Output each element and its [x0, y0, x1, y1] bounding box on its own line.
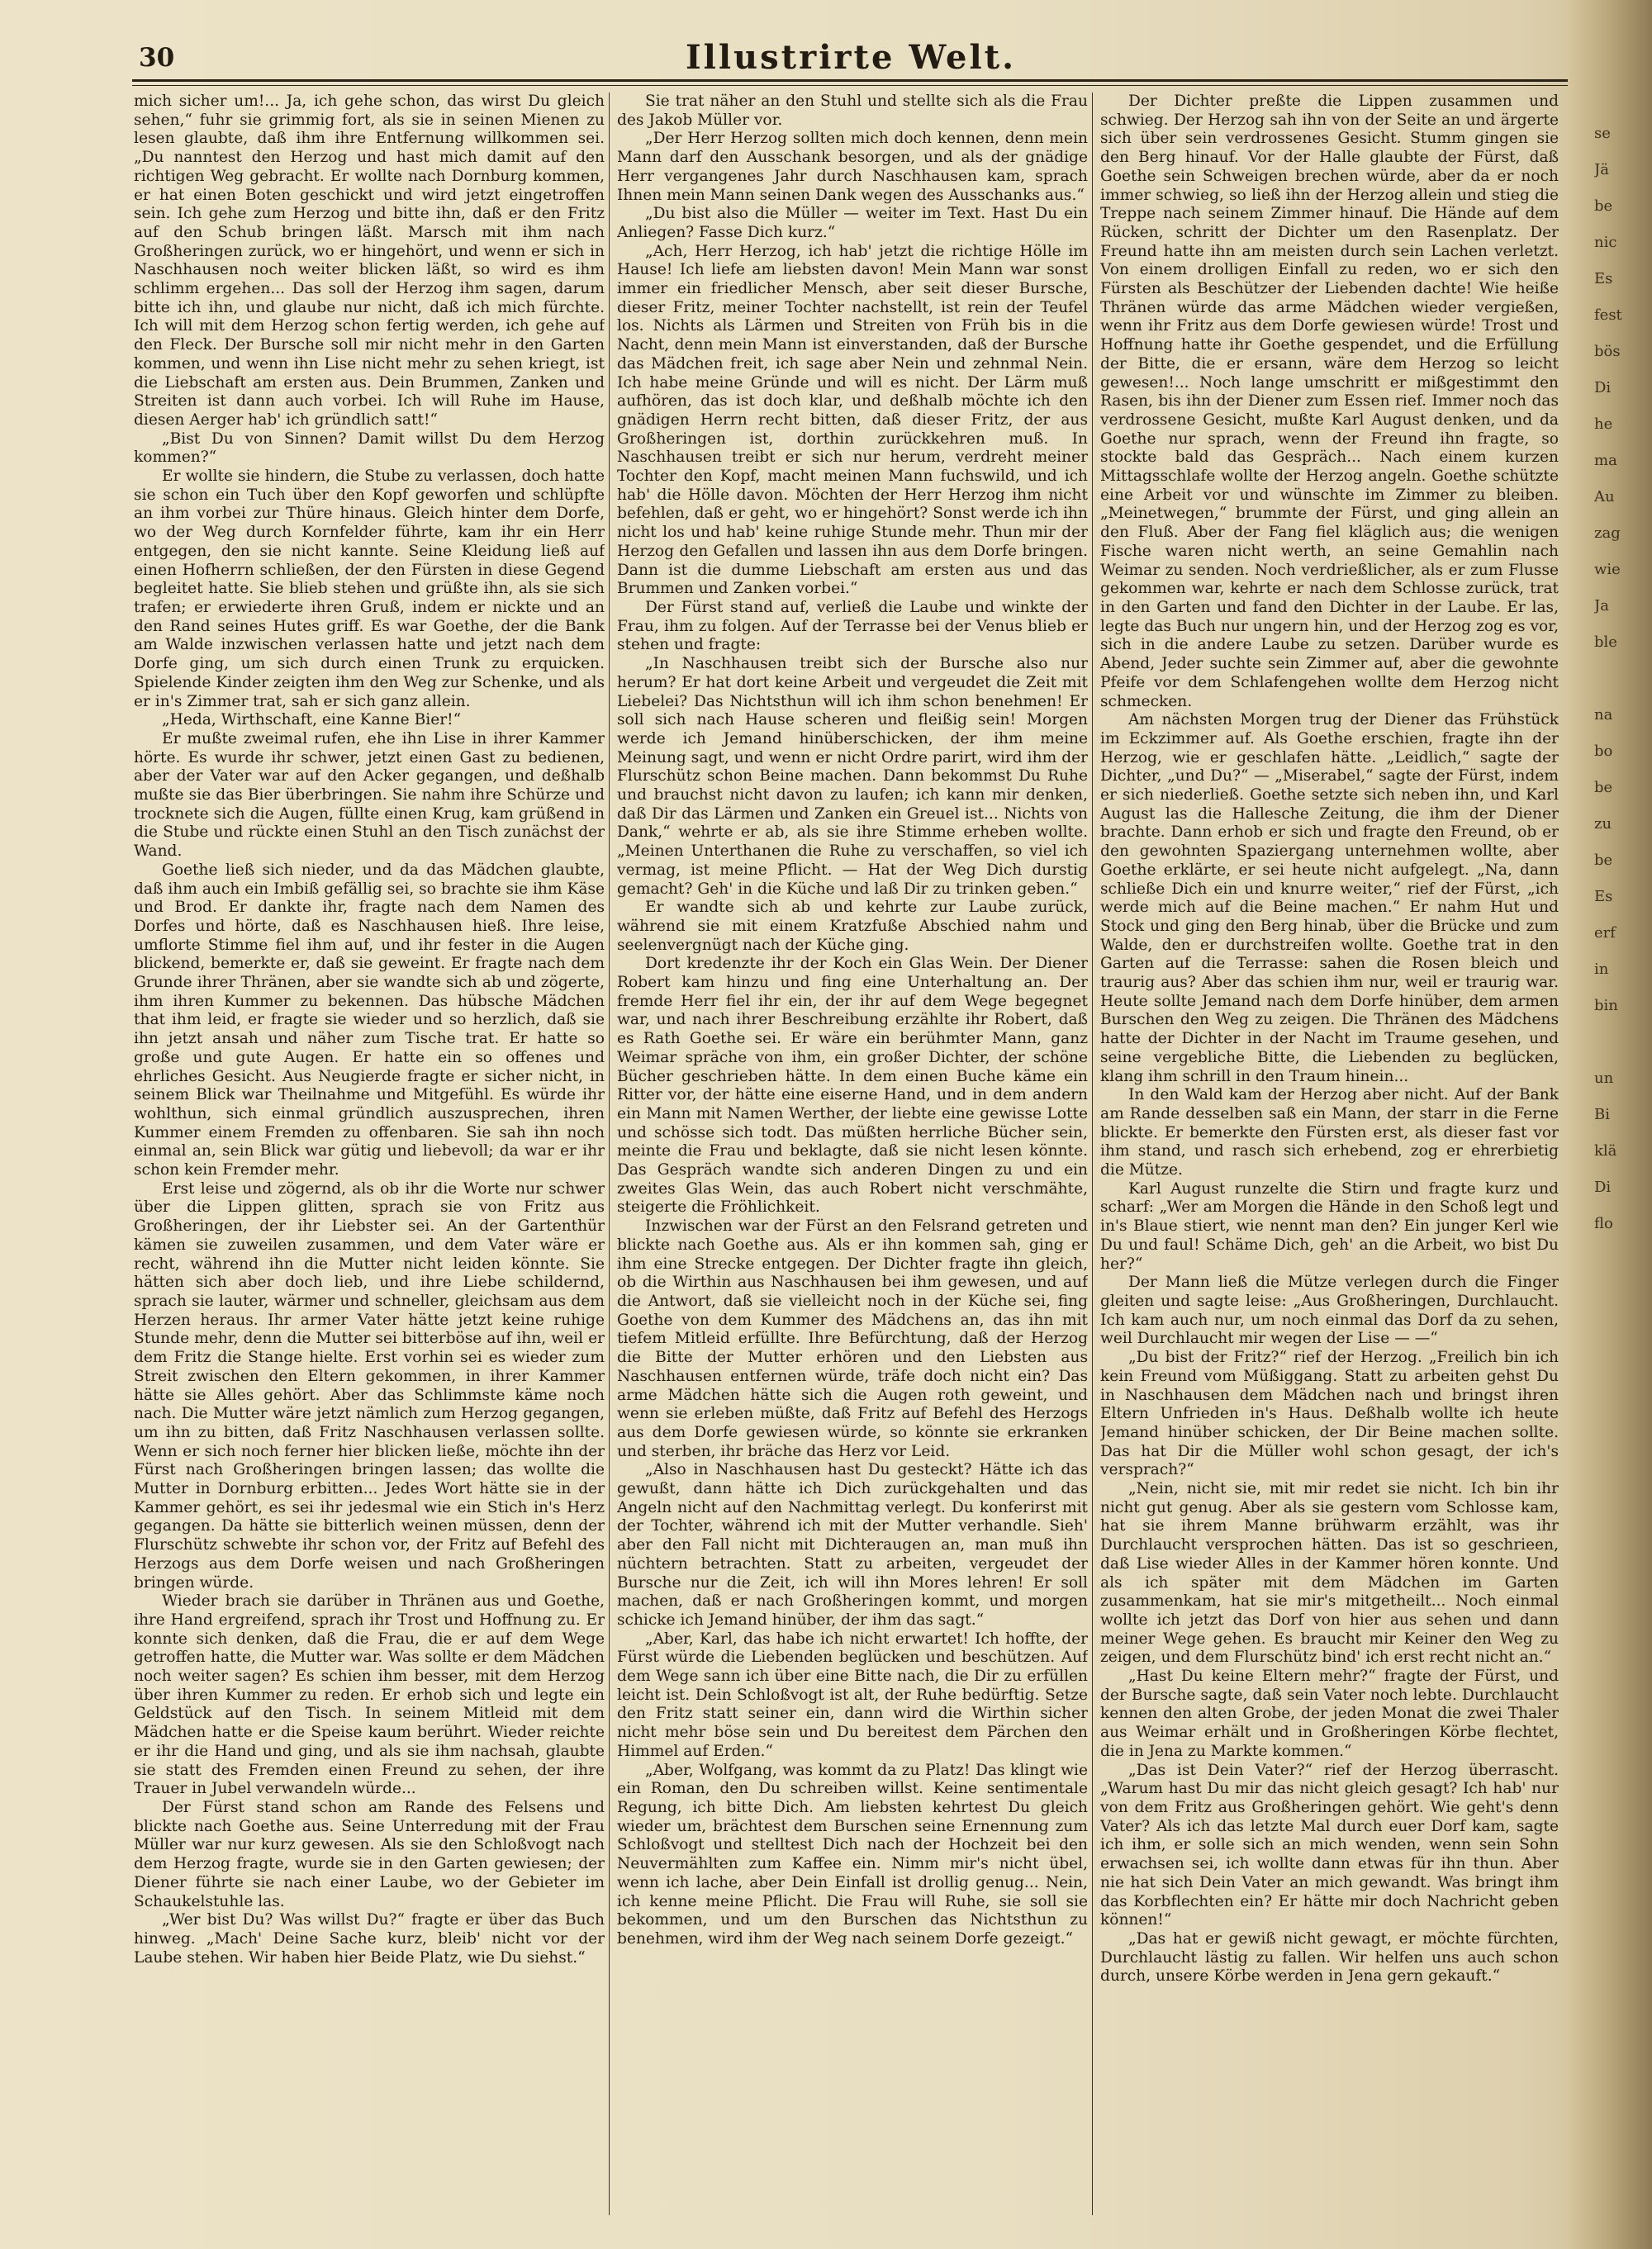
paragraph: In den Wald kam der Herzog aber nicht. Auf der Bank am Rande desselben saß ein Mann, der starr in die Ferne blickte. Er bemerkte den Fürsten erst, als dieser fast vor ihm stand, und rasch sich erhebend, zog er ehrerbietig die Mütze. [1100, 1086, 1559, 1179]
paragraph: Karl August runzelte die Stirn und fragte kurz und scharf: „Wer am Morgen die Hände in den Schoß legt und in's Blaue stiert, wie nennt man den? Ein junger Kerl wie Du und faul! Schäme Dich, geh' an die Arbeit, wo bist Du her?“ [1100, 1179, 1559, 1273]
paragraph: Der Dichter preßte die Lippen zusammen und schwieg. Der Herzog sah ihn von der Seite an und ärgerte sich über sein verdrossenes Gesicht. Stumm gingen sie den Berg hinauf. Vor der Halle glaubte der Fürst, daß Goethe sein Schweigen brechen würde, aber da er noch immer schwieg, so ließ ihn der Herzog allein und stieg die Treppe nach seinem Zimmer hinauf. Die Hände auf dem Rücken, schritt der Dichter um den Rasenplatz. Der Freund hatte ihn am meisten durch sein Lachen verletzt. Von einem drolligen Einfall zu reden, wo er sich den Fürsten als Beschützer der Liebenden dachte! Wie heiße Thränen würde das arme Mädchen wieder vergießen, wenn ihr Fritz aus dem Dorfe gewiesen würde! Trost und Hoffnung hatte ihr Goethe gespendet, und die Erfüllung der Bitte, die er ersann, wäre dem Herzog so leicht gewesen!... Noch lange umschritt er mißgestimmt den Rasen, bis ihn der Diener zum Essen rief. Immer noch das verdrossene Gesicht, mußte Karl August denken, und da Goethe nur sprach, wenn der Freund ihn fragte, so stockte bald das Gespräch... Nach einem kurzen Mittagsschlafe wollte der Herzog angeln. Goethe schützte eine Arbeit vor und wünschte im Zimmer zu bleiben. „Meinetwegen,“ brummte der Fürst, und ging allein an den Fluß. Aber der Fang fiel kläglich aus; die wenigen Fische waren nicht werth, an seine Gemahlin nach Weimar zu senden. Noch verdrießlicher, als er zum Flusse gekommen war, kehrte er nach dem Schlosse zurück, trat in den Garten und fand den Dichter in der Laube. Er las, legte das Buch nur ungern hin, und der Herzog zog es vor, sich in die andere Laube zu setzen. Darüber wurde es Abend, Jeder suchte sein Zimmer auf, aber die gewohnte Pfeife vor dem Schlafengehen wollte dem Herzog nicht schmecken. [1100, 93, 1559, 710]
paragraph: „Wer bist Du? Was willst Du?“ fragte er über das Buch hinweg. „Mach' Deine Sache kurz, bleib' nicht vor der Laube stehen. Wir haben hier Beide Platz, wie Du siehst.“ [134, 1911, 605, 1967]
paragraph: Erst leise und zögernd, als ob ihr die Worte nur schwer über die Lippen glitten, sprach sie von Fritz aus Großheringen, der ihr Liebster sei. An der Gartenthür kämen sie zuweilen zusammen, und dem Vater wäre er recht, während ihn die Mutter nicht leiden könnte. Sie hätten sich aber doch lieb, und ihre Liebe schildernd, sprach sie lauter, wärmer und schneller, gleichsam aus dem Herzen heraus. Ihr armer Vater hätte jetzt keine ruhige Stunde mehr, denn die Mutter sei bitterböse auf ihn, weil er dem Fritz die Stange hielte. Erst vorhin sei es wieder zum Streit zwischen den Eltern gekommen, in ihrer Kammer hätte sie Alles gehört. Aber das Schlimmste käme noch nach. Die Mutter wäre jetzt nämlich zum Herzog gegangen, um ihn zu bitten, daß Fritz Naschhausen verlassen sollte. Wenn er sich noch ferner hier blicken ließe, möchte ihn der Fürst nach Großheringen bringen lassen; das wollte die Mutter in Dornburg erbitten... Jedes Wort hätte sie in der Kammer gehört, es sei ihr jedesmal wie ein Stich in's Herz gegangen. Da hätte sie bitterlich weinen müssen, denn der Flurschütz schwebte ihr schon vor, der Fritz auf Befehl des Herzogs aus dem Dorfe weisen und nach Großheringen bringen würde. [134, 1179, 605, 1592]
paragraph: Der Fürst stand schon am Rande des Felsens und blickte nach Goethe aus. Seine Unterredung mit der Frau Müller war nur kurz gewesen. Als sie den Schloßvogt nach dem Herzog fragte, wurde sie in den Garten gewiesen; der Diener führte sie nach einer Laube, wo der Gebieter im Schaukelstuhle las. [134, 1798, 605, 1910]
column-divider [609, 93, 610, 2215]
paragraph: „Bist Du von Sinnen? Damit willst Du dem Herzog kommen?“ [134, 429, 605, 467]
paragraph: „Aber, Karl, das habe ich nicht erwartet! Ich hoffte, der Fürst würde die Liebenden beglücken und beschützen. Auf dem Wege sann ich über eine Bitte nach, die Dir zu erfüllen leicht ist. Dein Schloßvogt ist alt, der Ruhe bedürftig. Setze den Fritz statt seiner ein, dann wird die Wirthin sicher nicht mehr böse sein und Du bereitest dem Pärchen den Himmel auf Erden.“ [617, 1630, 1088, 1760]
paragraph: Der Mann ließ die Mütze verlegen durch die Finger gleiten und sagte leise: „Aus Großheringen, Durchlaucht. Ich kam auch nur, um noch einmal das Dorf da zu sehen, weil Durchlaucht mir wegen der Lise — —“ [1100, 1274, 1559, 1348]
column-divider [1092, 93, 1093, 2215]
paragraph: „Aber, Wolfgang, was kommt da zu Platz! Das klingt wie ein Roman, den Du schreiben willst. Keine sentimentale Regung, ich bitte Dich. Am liebsten kehrtest Du gleich wieder um, brächtest dem Burschen seine Ernennung zum Schloßvogt und stelltest Dich nach der Hochzeit bei den Neuvermählten zum Kaffee ein. Nimm mir's nicht übel, wenn ich lache, aber Dein Einfall ist drollig genug... Nein, ich kenne meine Pflicht. Die Frau will Ruhe, sie soll sie bekommen, und um den Burschen das Nichtsthun zu benehmen, wird ihm der Weg nach seinem Dorfe gezeigt.“ [617, 1761, 1088, 1948]
paragraph: Der Fürst stand auf, verließ die Laube und winkte der Frau, ihm zu folgen. Auf der Terrasse bei der Venus blieb er stehen und fragte: [617, 598, 1088, 654]
paragraph: „Hast Du keine Eltern mehr?“ fragte der Fürst, und der Bursche sagte, daß sein Vater noch lebte. Durchlaucht kennen den alten Grobe, der jeden Monat die zwei Thaler aus Weimar erhält und in Großheringen Körbe flechtet, die in Jena zu Markte kommen.“ [1100, 1668, 1559, 1760]
paragraph: „Das hat er gewiß nicht gewagt, er möchte fürchten, Durchlaucht lästig zu fallen. Wir helfen uns auch schon durch, unsere Körbe werden in Jena gern gekauft.“ [1100, 1929, 1559, 1986]
paragraph: Am nächsten Morgen trug der Diener das Frühstück im Eckzimmer auf. Als Goethe erschien, fragte ihn der Herzog, wie er geschlafen hätte. „Leidlich,“ sagte der Dichter, „und Du?“ — „Miserabel,“ sagte der Fürst, indem er sich niederließ. Goethe setzte sich neben ihn, und Karl August las die Hallesche Zeitung, die ihm der Diener brachte. Dann erhob er sich und fragte den Freund, ob er den gewohnten Spaziergang unternehmen wollte, aber Goethe erklärte, er sei heute nicht aufgelegt. „Na, dann schließe Dich ein und knurre weiter,“ rief der Fürst, „ich werde mich auf die Beine machen.“ Er nahm Hut und Stock und ging den Berg hinab, über die Brücke und zum Walde, den er durchstreifen wollte. Goethe trat in den Garten auf die Terrasse: sahen die Rosen bleich und traurig aus? Aber das schien ihm nur, weil er traurig war. Heute sollte Jemand nach dem Dorfe hinüber, dem armen Burschen den Weg zu zeigen. Die Thränen des Mädchens hatte der Dichter in der Nacht im Traume gesehen, und seine vergebliche Bitte, die Liebenden zu beglücken, klang ihm schrill in den Traum hinein... [1100, 711, 1559, 1085]
paragraph: Dort kredenzte ihr der Koch ein Glas Wein. Der Diener Robert kam hinzu und fing eine Unterhaltung an. Der fremde Herr fiel ihr ein, der ihr auf dem Wege begegnet war, und nach ihrer Beschreibung erzählte ihr Robert, daß es Rath Goethe sei. Er wäre ein berühmter Mann, ganz Weimar spräche von ihm, ein großer Dichter, der schöne Bücher geschrieben hätte. In dem einen Buche käme ein Ritter vor, der hätte eine eiserne Hand, und in dem andern ein Mann mit Namen Werther, der liebte eine gewisse Lotte und schösse sich todt. Das müßten herrliche Bücher sein, meinte die Frau und beklagte, daß sie nicht lesen könnte. Das Gespräch wandte sich anderen Dingen zu und ein zweites Glas Wein, das auch Robert nicht verschmähte, steigerte die Fröhlichkeit. [617, 955, 1088, 1217]
paragraph: mich sicher um!... Ja, ich gehe schon, das wirst Du gleich sehen,“ fuhr sie grimmig fort, als sie in seinen Mienen zu lesen glaubte, daß ihm ihre Entfernung willkommen sei. „Du nanntest den Herzog und hast mich damit auf den richtigen Weg gebracht. Er wollte nach Dornburg kommen, er hat einen Boten geschickt und wird jetzt eingetroffen sein. Ich gehe zum Herzog und bitte ihn, daß er den Fritz auf den Schub bringen läßt. Marsch mit ihm nach Großheringen zurück, wo er hingehört, und wenn er sich in Naschhausen noch weiter blicken läßt, so wird es ihm schlimm ergehen... Das soll der Herzog ihm sagen, darum bitte ich ihn, und glaube nur nicht, daß ich mich fürchte. Ich will mit dem Herzog schon fertig werden, ich gehe auf den Fleck. Der Bursche soll mir nicht mehr in den Garten kommen, und wenn ihn Lise nicht mehr zu sehen kriegt, ist die Liebschaft am ersten aus. Dein Brummen, Zanken und Streiten ist dann auch vorbei. Ich will Ruhe im Hause, diesen Aerger hab' ich gründlich satt!“ [134, 93, 605, 429]
paragraph: „Nein, nicht sie, mit mir redet sie nicht. Ich bin ihr nicht gut genug. Aber als sie gestern vom Schlosse kam, hat sie ihrem Manne brühwarm erzählt, was ihr Durchlaucht versprochen hätten. Das ist so geschrieen, daß Lise wieder Alles in der Kammer hören konnte. Und als ich später mit dem Mädchen im Garten zusammenkam, hat sie mir's mitgetheilt... Noch einmal wollte ich jetzt das Dorf von hier aus sehen und dann meiner Wege gehen. Es braucht mir Keiner den Weg zu zeigen, und dem Flurschütz bind' ich erst recht nicht an.“ [1100, 1480, 1559, 1667]
header-rule [132, 79, 1586, 82]
text-column-1 [134, 93, 605, 2207]
paragraph: „Du bist der Fritz?“ rief der Herzog. „Freilich bin ich kein Freund vom Müßiggang. Statt zu arbeiten gehst Du in Naschhausen dem Mädchen nach und bringst ihren Eltern Unfrieden in's Haus. Deßhalb wollte ich heute Jemand hinüber schicken, der Dir Beine machen sollte. Das hat Dir die Müller wohl schon gesagt, der ich's versprach?“ [1100, 1349, 1559, 1479]
text-column-3 [1100, 93, 1559, 2207]
paragraph: Goethe ließ sich nieder, und da das Mädchen glaubte, daß ihm auch ein Imbiß gefällig sei, so brachte sie ihm Käse und Brod. Er dankte ihr, fragte nach dem Namen des Dorfes und hörte, daß es Naschhausen hieß. Ihre leise, umflorte Stimme fiel ihm auf, und ihr fester in die Augen blickend, bemerkte er, daß sie geweint. Er fragte nach dem Grunde ihrer Thränen, aber sie wandte sich ab und zögerte, ihm ihren Kummer zu bekennen. Das hübsche Mädchen that ihm leid, er fragte sie wieder und so herzlich, daß sie ihn jetzt ansah und näher zum Tische trat. Er hatte so große und gute Augen. Er hatte ein so offenes und ehrliches Gesicht. Aus Neugierde fragte er sicher nicht, in seinem Blick war Theilnahme und Mitgefühl. Es würde ihr wohlthun, sich einmal gründlich auszusprechen, ihren Kummer einem Fremden zu offenbaren. Sie sah ihn noch einmal an, sein Blick war gütig und liebevoll; da war er ihr schon kein Fremder mehr. [134, 861, 605, 1179]
paragraph: Er wollte sie hindern, die Stube zu verlassen, doch hatte sie schon ein Tuch über den Kopf geworfen und schlüpfte an ihm vorbei zur Thüre hinaus. Gleich hinter dem Dorfe, wo der Weg durch Kornfelder führte, kam ihr ein Herr entgegen, den sie nicht kannte. Seine Kleidung ließ auf einen Hofherrn schließen, der den Fürsten in diese Gegend begleitet hatte. Sie blieb stehen und grüßte ihn, als sie sich trafen; er erwiederte ihren Gruß, indem er nickte und an den Rand seines Hutes griff. Es war Goethe, der die Bank am Walde inzwischen verlassen hatte und jetzt nach dem Dorfe ging, um sich durch einen Trunk zu erquicken. Spielende Kinder zeigten ihm den Weg zur Schenke, und als er in's Zimmer trat, sah er sich ganz allein. [134, 467, 605, 710]
paragraph: Wieder brach sie darüber in Thränen aus und Goethe, ihre Hand ergreifend, sprach ihr Trost und Hoffnung zu. Er konnte sich denken, daß die Frau, die er auf dem Wege getroffen hatte, die Mutter war. Was sollte er dem Mädchen noch weiter sagen? Es schien ihm besser, mit dem Herzog über ihren Kummer zu reden. Er erhob sich und legte ein Geldstück auf den Tisch. In seinem Mitleid mit dem Mädchen hatte er die Speise kaum berührt. Wieder reichte er ihr die Hand und ging, und als sie ihm nachsah, glaubte sie statt des Fremden einen Freund zu sehen, der ihre Trauer in Jubel verwandeln würde... [134, 1592, 605, 1798]
paragraph: „Du bist also die Müller — weiter im Text. Hast Du ein Anliegen? Fasse Dich kurz.“ [617, 205, 1088, 241]
page-header [124, 38, 1578, 77]
page-number: 30 [139, 43, 175, 73]
paragraph: „Heda, Wirthschaft, eine Kanne Bier!“ [162, 711, 462, 729]
paragraph: „Das ist Dein Vater?“ rief der Herzog überrascht. „Warum hast Du mir das nicht gleich gesagt? Ich hab' nur von dem Fritz aus Großheringen gehört. Wie geht's denn Vater? Als ich das letzte Mal durch euer Dorf kam, sagte ich ihm, er solle sich an mich wenden, wenn sein Sohn erwachsen sei, ich wollte dann etwas für ihn thun. Aber nie hat sich Dein Vater an mich gewandt. Was bringt ihm das Korbflechten ein? Er hätte mir doch Nachricht geben können!“ [1100, 1761, 1559, 1929]
paragraph: Er mußte zweimal rufen, ehe ihn Lise in ihrer Kammer hörte. Es wurde ihr schwer, jetzt einen Gast zu bedienen, aber der Vater war auf den Acker gegangen, und deßhalb mußte sie das Bier überbringen. Sie nahm ihre Schürze und trocknete sich die Augen, füllte einen Krug, kam grüßend in die Stube und rückte einen Stuhl an den Tisch zunächst der Wand. [134, 729, 605, 861]
paragraph: „Der Herr Herzog sollten mich doch kennen, denn mein Mann darf den Ausschank besorgen, und als der gnädige Herr vergangenes Jahr durch Naschhausen kam, sprach Ihnen mein Mann seinen Dank wegen des Ausschanks aus.“ [617, 130, 1088, 204]
text-column-2 [617, 93, 1088, 2207]
journal-title: Illustrirte Welt. [685, 38, 1017, 77]
paragraph: Er wandte sich ab und kehrte zur Laube zurück, während sie mit einem Kratzfuße Abschied nahm und seelenvergnügt nach der Küche ging. [617, 899, 1088, 954]
header-rule-thin [132, 85, 1586, 86]
paragraph: „In Naschhausen treibt sich der Bursche also nur herum? Er hat dort keine Arbeit und vergeudet die Zeit mit Liebelei? Das Nichtsthun will ich ihm schon benehmen! Er soll sich nach Hause scheren und fleißig sein! Morgen werde ich Jemand hinüberschicken, der ihm meine Meinung sagt, und wenn er nicht Ordre parirt, wird ihm der Flurschütz schon Beine machen. Dann bekommst Du Ruhe und brauchst nicht davon zu laufen; ich kann mir denken, daß Dir das Lärmen und Zanken ein Greuel ist... Nichts von Dank,“ wehrte er ab, als sie ihre Stimme erheben wollte. „Meinen Unterthanen die Ruhe zu verschaffen, so viel ich vermag, ist meine Pflicht. — Hat der Weg Dich durstig gemacht? Geh' in die Küche und laß Dir zu trinken geben.“ [617, 655, 1088, 898]
next-page-fragments: se Jä be nic Es fest bös Di he ma Au zag wie Ja ble na bo be zu be Es erf in bin un Bi klä Di flo [1594, 125, 1622, 1232]
paragraph: „Ach, Herr Herzog, ich hab' jetzt die richtige Hölle im Hause! Ich liefe am liebsten davon! Mein Mann war sonst immer ein friedlicher Mensch, aber seit dieser Bursche, dieser Fritz, meiner Tochter nachstellt, ist rein der Teufel los. Nichts als Lärmen und Streiten von Früh bis in die Nacht, denn mein Mann ist einverstanden, daß der Bursche das Mädchen freit, ich sage aber Nein und zehnmal Nein. Ich habe meine Gründe und will es nicht. Der Lärm muß aufhören, das ist doch klar, und deßhalb möchte ich den gnädigen Herrn recht bitten, daß dieser Fritz, der aus Großheringen ist, dorthin zurückkehren muß. In Naschhausen treibt er sich nur herum, verdreht meiner Tochter den Kopf, macht meinen Mann fuchswild, und ich hab' die Hölle davon. Möchten der Herr Herzog ihm nicht befehlen, daß er geht, wo er hingehört? Sonst werde ich ihn nicht los und hab' keine ruhige Stunde mehr. Thun mir der Herzog den Gefallen und lassen ihn aus dem Dorfe bringen. Dann ist die dumme Liebschaft am ersten aus und das Brummen und Zanken vorbei.“ [617, 242, 1088, 598]
paragraph: Sie trat näher an den Stuhl und stellte sich als die Frau des Jakob Müller vor. [617, 93, 1088, 129]
paragraph: Inzwischen war der Fürst an den Felsrand getreten und blickte nach Goethe aus. Als er ihn kommen sah, ging er ihm eine Strecke entgegen. Der Dichter fragte ihn gleich, ob die Wirthin aus Naschhausen bei ihm gewesen, und auf die Antwort, daß sie vielleicht noch in der Küche sei, fing Goethe von dem Kummer des Mädchens an, das ihn mit tiefem Mitleid erfüllte. Ihre Befürchtung, daß der Herzog die Bitte der Mutter erhören und den Liebsten aus Naschhausen entfernen würde, träfe doch nicht ein? Das arme Mädchen hätte sich die Augen roth geweint, und wenn sie erleben müßte, daß Fritz auf Befehl des Herzogs aus dem Dorfe gewiesen würde, so könnte sie erkranken und sterben, ihr bräche das Herz vor Leid. [617, 1217, 1088, 1460]
paragraph: „Also in Naschhausen hast Du gesteckt? Hätte ich das gewußt, dann hätte ich Dich zurückgehalten und das Angeln nicht auf den Nachmittag verlegt. Du konferirst mit der Tochter, während ich mit der Mutter verhandle. Sieh' aber den Fall nicht mit Dichteraugen an, man muß ihn nüchtern betrachten. Statt zu arbeiten, vergeudet der Bursche nur die Zeit, ich will ihn Mores lehren! Er soll machen, daß er nach Großheringen kommt, und morgen schicke ich Jemand hinüber, der ihm das sagt.“ [617, 1461, 1088, 1629]
